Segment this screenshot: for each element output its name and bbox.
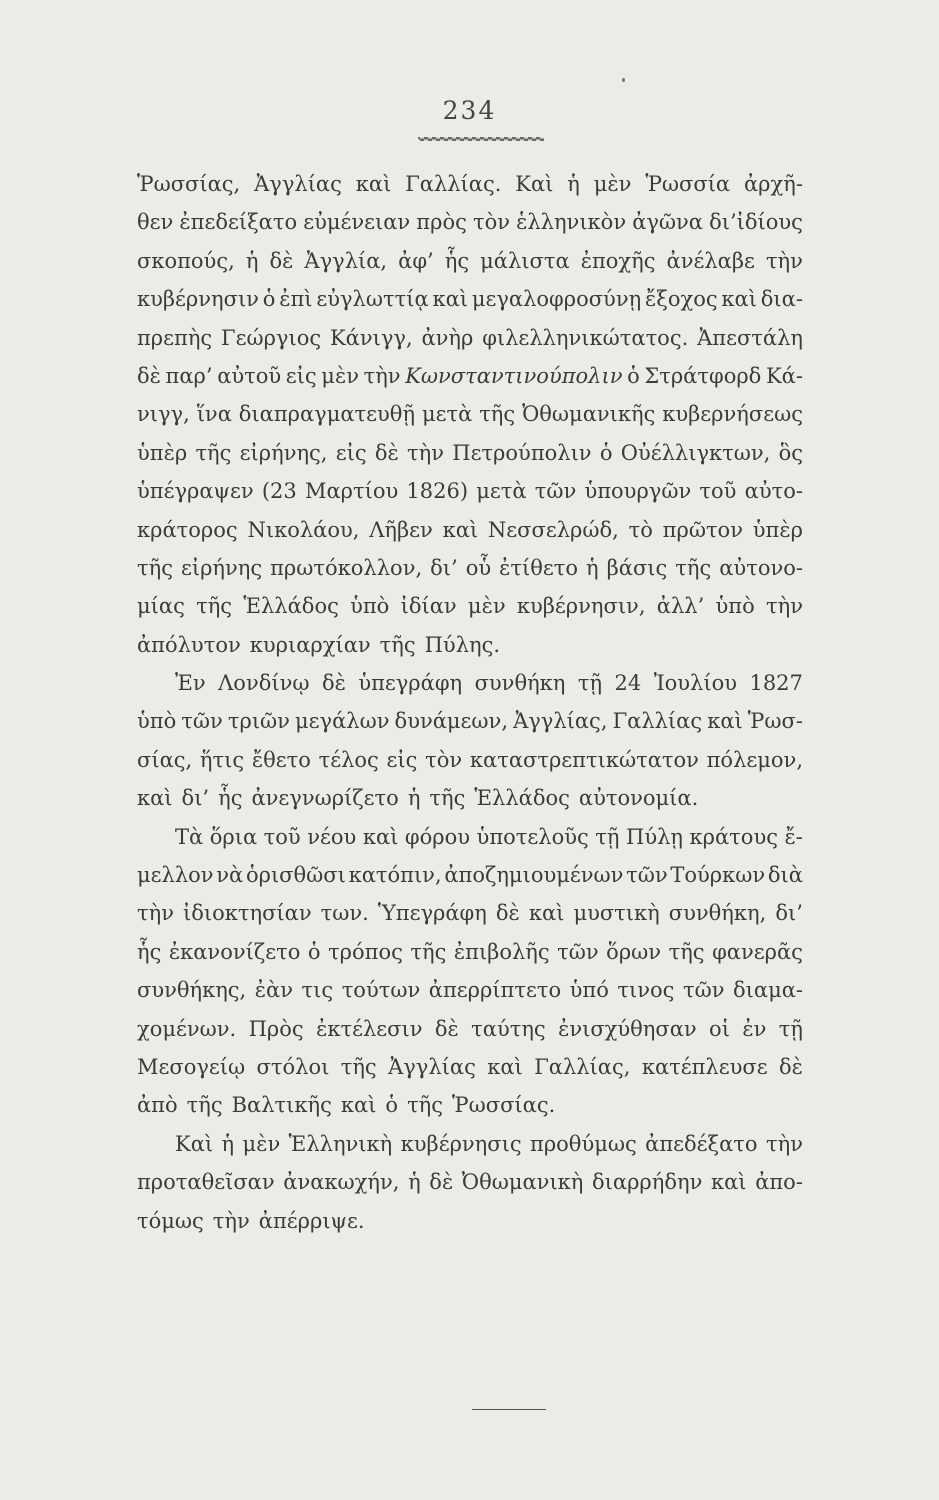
body-text bbox=[137, 165, 803, 1240]
text-line: πρεπὴς Γεώργιος Κάνιγγ, ἀνὴρ φιλελληνικώτατος. Ἀπεστάλη bbox=[137, 325, 803, 350]
text-line: σκοπούς, ἡ δὲ Ἀγγλία, ἀφ’ ἧς μάλιστα ἐποχῆς ἀνέλαβε τὴν bbox=[137, 248, 803, 273]
text-line: τὴν ἰδιοκτησίαν των. Ὑπεγράφη δὲ καὶ μυστικὴ συνθήκη, δι’ bbox=[137, 901, 803, 926]
text-line: δὲ παρ’ αὐτοῦ εἰς μὲν τὴν Κωνσταντινούπολιν ὁ Στράτφορδ Κά- bbox=[137, 363, 803, 388]
text-line: μελλον νὰ ὁρισθῶσι κατόπιν, ἀποζημιουμένων τῶν Τούρκων διὰ bbox=[137, 863, 803, 888]
text-line: Καὶ ἡ μὲν Ἑλληνικὴ κυβέρνησις προθύμως ἀπεδέξατο τὴν bbox=[175, 1131, 803, 1156]
text-line: χομένων. Πρὸς ἐκτέλεσιν δὲ ταύτης ἐνισχύθησαν οἱ ἐν τῇ bbox=[137, 1016, 803, 1041]
text-line: τόμως τὴν ἀπέρριψε. bbox=[137, 1208, 365, 1233]
page-number: 234 bbox=[442, 96, 497, 125]
text-line: μίας τῆς Ἑλλάδος ὑπὸ ἰδίαν μὲν κυβέρνησιν, ἀλλ’ ὑπὸ τὴν bbox=[137, 594, 803, 619]
text-line: καὶ δι’ ἧς ἀνεγνωρίζετο ἡ τῆς Ἑλλάδος αὐτονομία. bbox=[137, 786, 699, 811]
decorative-wavy-rule bbox=[418, 134, 544, 144]
text-line: ὑπέγραψεν (23 Μαρτίου 1826) μετὰ τῶν ὑπουργῶν τοῦ αὐτο- bbox=[137, 479, 803, 504]
text-line: ἧς ἐκανονίζετο ὁ τρόπος τῆς ἐπιβολῆς τῶν ὅρων τῆς φανερᾶς bbox=[137, 939, 803, 964]
text-line: τῆς εἰρήνης πρωτόκολλον, δι’ οὗ ἐτίθετο ἡ βάσις τῆς αὐτονο- bbox=[137, 555, 803, 580]
text-line: Ἐν Λονδίνῳ δὲ ὑπεγράφη συνθήκη τῇ 24 Ἰουλίου 1827 bbox=[175, 671, 803, 696]
text-line: κυβέρνησιν ὁ ἐπὶ εὐγλωττίᾳ καὶ μεγαλοφροσύνῃ ἔξοχος καὶ δια- bbox=[137, 287, 803, 312]
text-line: σίας, ἥτις ἔθετο τέλος εἰς τὸν καταστρεπτικώτατον πόλεμον, bbox=[137, 747, 803, 772]
text-line: Ῥωσσίας, Ἀγγλίας καὶ Γαλλίας. Καὶ ἡ μὲν Ῥωσσία ἀρχῆ- bbox=[137, 172, 803, 196]
text-line: ἀπὸ τῆς Βαλτικῆς καὶ ὁ τῆς Ῥωσσίας. bbox=[137, 1093, 556, 1118]
text-line: νιγγ, ἵνα διαπραγματευθῇ μετὰ τῆς Ὀθωμανικῆς κυβερνήσεως bbox=[137, 402, 803, 427]
ink-speck bbox=[622, 78, 625, 82]
text-line: ἀπόλυτον κυριαρχίαν τῆς Πύλης. bbox=[137, 632, 501, 657]
end-rule bbox=[472, 1409, 546, 1410]
text-line: συνθήκης, ἐὰν τις τούτων ἀπερρίπτετο ὑπό τινος τῶν διαμα- bbox=[137, 978, 803, 1003]
text-line: Μεσογείῳ στόλοι τῆς Ἀγγλίας καὶ Γαλλίας, κατέπλευσε δὲ bbox=[137, 1054, 803, 1079]
text-line: προταθεῖσαν ἀνακωχήν, ἡ δὲ Ὀθωμανικὴ διαρρήδην καὶ ἀπο- bbox=[137, 1170, 803, 1195]
text-line: ὑπὲρ τῆς εἰρήνης, εἰς δὲ τὴν Πετρούπολιν ὁ Οὐέλλιγκτων, ὃς bbox=[137, 440, 803, 465]
text-line: κράτορος Νικολάου, Λῆβεν καὶ Νεσσελρώδ, τὸ πρῶτον ὑπὲρ bbox=[137, 517, 803, 542]
text-line: Τὰ ὅρια τοῦ νέου καὶ φόρου ὑποτελοῦς τῇ Πύλῃ κράτους ἔ- bbox=[175, 824, 803, 849]
text-line: θεν ἐπεδείξατο εὐμένειαν πρὸς τὸν ἑλληνικὸν ἀγῶνα δι’ἰδίους bbox=[137, 210, 803, 235]
text-line: ὑπὸ τῶν τριῶν μεγάλων δυνάμεων, Ἀγγλίας, Γαλλίας καὶ Ῥωσ- bbox=[137, 709, 803, 734]
